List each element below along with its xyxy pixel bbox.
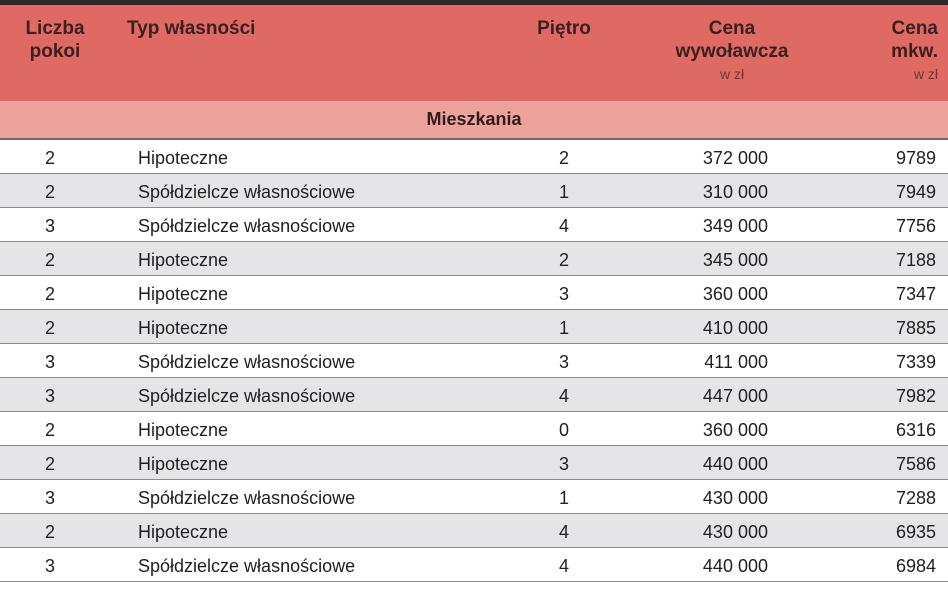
cell-asking-price: 430 000 (702, 522, 768, 542)
cell-asking-price: 360 000 (702, 420, 768, 440)
cell-asking-price: 440 000 (702, 454, 768, 474)
cell-rooms: 2 (44, 522, 55, 542)
cell-price-per-sqm: 7339 (895, 352, 936, 372)
cell-ownership-type: Hipoteczne (138, 420, 229, 440)
table-row (0, 412, 948, 446)
header-asking-price (652, 17, 812, 85)
cell-ownership-type: Hipoteczne (138, 522, 229, 542)
cell-rooms: 2 (44, 318, 55, 338)
cell-asking-price: 372 000 (702, 148, 768, 168)
cell-rooms: 2 (44, 284, 55, 304)
header-rooms (22, 17, 88, 63)
cell-floor: 4 (558, 522, 569, 542)
cell-ownership-type: Spółdzielcze własnościowe (138, 182, 356, 202)
table-row (0, 378, 948, 412)
header-sqm-unit: w zł (913, 66, 938, 82)
cell-ownership-type: Hipoteczne (138, 148, 229, 168)
cell-asking-price: 411 000 (704, 352, 768, 372)
cell-price-per-sqm: 6984 (895, 556, 936, 576)
cell-rooms: 3 (44, 352, 55, 372)
cell-floor: 0 (558, 420, 569, 440)
cell-price-per-sqm: 7347 (895, 284, 936, 304)
table-row (0, 480, 948, 514)
cell-rooms: 3 (44, 386, 55, 406)
cell-asking-price: 410 000 (702, 318, 768, 338)
header-type-label: Typ własności (127, 18, 256, 39)
cell-rooms: 2 (44, 182, 55, 202)
header-price-line-1: Cena (708, 18, 756, 39)
table-row (0, 344, 948, 378)
cell-price-per-sqm: 6935 (895, 522, 936, 542)
cell-floor: 3 (558, 284, 569, 304)
header-floor (525, 17, 603, 40)
section-heading: Mieszkania (0, 101, 948, 138)
table-row (0, 548, 948, 582)
cell-ownership-type: Spółdzielcze własnościowe (138, 352, 356, 372)
table-header (0, 5, 948, 101)
cell-floor: 3 (558, 352, 569, 372)
header-price-per-sqm (858, 17, 938, 85)
cell-floor: 4 (558, 216, 569, 236)
cell-price-per-sqm: 7756 (895, 216, 936, 236)
cell-ownership-type: Spółdzielcze własnościowe (138, 386, 356, 406)
table-row (0, 174, 948, 208)
cell-asking-price: 345 000 (702, 250, 768, 270)
table-row (0, 242, 948, 276)
cell-price-per-sqm: 7982 (895, 386, 936, 406)
table-row (0, 140, 948, 174)
cell-floor: 1 (558, 182, 569, 202)
cell-price-per-sqm: 7949 (895, 182, 936, 202)
cell-rooms: 3 (44, 216, 55, 236)
cell-rooms: 2 (44, 250, 55, 270)
table-row (0, 514, 948, 548)
table-row (0, 208, 948, 242)
cell-rooms: 2 (44, 148, 55, 168)
table-row (0, 310, 948, 344)
cell-floor: 4 (558, 386, 569, 406)
cell-ownership-type: Hipoteczne (138, 250, 229, 270)
table-body (0, 138, 948, 582)
cell-rooms: 2 (44, 454, 55, 474)
cell-floor: 4 (558, 556, 569, 576)
table-row (0, 446, 948, 480)
table-row (0, 276, 948, 310)
cell-ownership-type: Spółdzielcze własnościowe (138, 556, 356, 576)
cell-price-per-sqm: 7288 (895, 488, 936, 508)
cell-price-per-sqm: 7885 (895, 318, 936, 338)
header-sqm-line-1: Cena (891, 18, 938, 39)
cell-asking-price: 349 000 (702, 216, 768, 236)
header-rooms-line-2: pokoi (29, 41, 81, 62)
cell-floor: 1 (558, 318, 569, 338)
cell-price-per-sqm: 7586 (895, 454, 936, 474)
cell-rooms: 3 (44, 488, 55, 508)
header-rooms-line-1: Liczba (25, 18, 85, 39)
cell-floor: 3 (558, 454, 569, 474)
header-sqm-line-2: mkw. (891, 41, 938, 62)
header-floor-label: Piętro (537, 18, 591, 39)
header-ownership-type (127, 17, 255, 40)
header-price-unit: w zł (719, 66, 745, 82)
cell-ownership-type: Spółdzielcze własnościowe (138, 216, 356, 236)
cell-rooms: 3 (44, 556, 55, 576)
cell-ownership-type: Spółdzielcze własnościowe (138, 488, 356, 508)
cell-rooms: 2 (44, 420, 55, 440)
cell-asking-price: 360 000 (702, 284, 768, 304)
cell-price-per-sqm: 9789 (895, 148, 936, 168)
cell-floor: 1 (558, 488, 569, 508)
cell-price-per-sqm: 7188 (895, 250, 936, 270)
cell-asking-price: 440 000 (702, 556, 768, 576)
cell-ownership-type: Hipoteczne (138, 284, 229, 304)
cell-asking-price: 447 000 (702, 386, 768, 406)
cell-asking-price: 310 000 (702, 182, 768, 202)
cell-ownership-type: Hipoteczne (138, 318, 229, 338)
cell-floor: 2 (558, 250, 569, 270)
cell-ownership-type: Hipoteczne (138, 454, 229, 474)
cell-asking-price: 430 000 (702, 488, 768, 508)
header-price-line-2: wywoławcza (675, 41, 789, 62)
cell-floor: 2 (558, 148, 569, 168)
cell-price-per-sqm: 6316 (895, 420, 936, 440)
